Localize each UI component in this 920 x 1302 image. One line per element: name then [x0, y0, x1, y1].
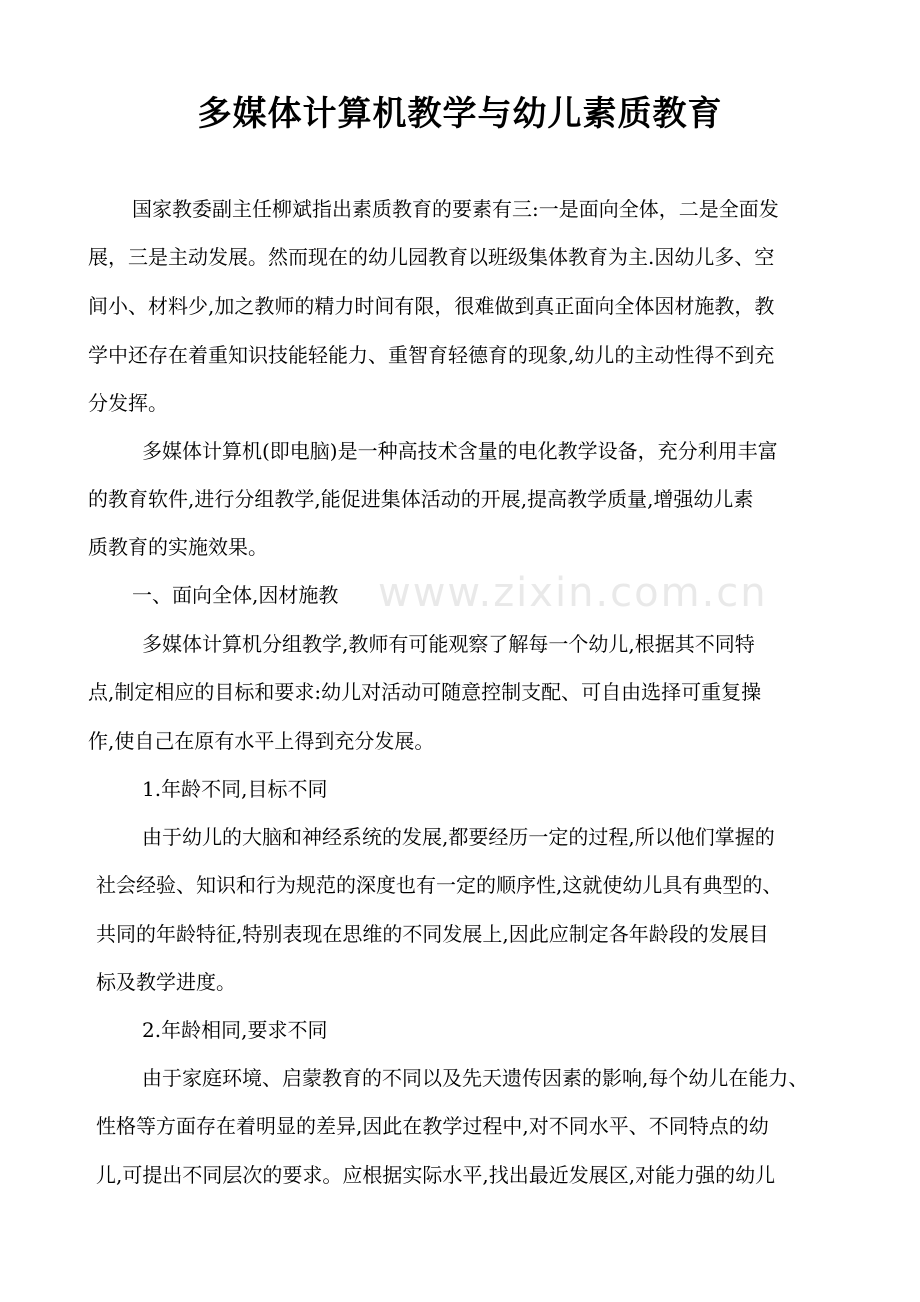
subsection-heading: 2.年龄相同,要求不同 [142, 1018, 328, 1042]
text-line: 作,使自己在原有水平上得到充分发展。 [88, 729, 435, 753]
text-line: 儿,可提出不同层次的要求。应根据实际水平,找出最近发展区,对能力强的幼儿 [96, 1163, 776, 1187]
document-title: 多媒体计算机教学与幼儿素质教育 [197, 94, 723, 134]
text-line: 多媒体计算机(即电脑)是一种高技术含量的电化教学设备，充分利用丰富 [142, 439, 778, 463]
text-line: 性格等方面存在着明显的差异,因此在教学过程中,对不同水平、不同特点的幼 [96, 1114, 769, 1138]
text-line: 由于幼儿的大脑和神经系统的发展,都要经历一定的过程,所以他们掌握的 [142, 825, 775, 849]
watermark: www.zixin.com.cn [378, 570, 768, 616]
text-line: 的教育软件,进行分组教学,能促进集体活动的开展,提高教学质量,增强幼儿素 [88, 487, 754, 511]
text-line: 社会经验、知识和行为规范的深度也有一定的顺序性,这就使幼儿具有典型的、 [96, 873, 783, 897]
text-line: 共同的年龄特征,特别表现在思维的不同发展上,因此应制定各年龄段的发展目 [96, 922, 769, 946]
text-line: 质教育的实施效果。 [88, 535, 268, 559]
text-line: 由于家庭环境、启蒙教育的不同以及先天遗传因素的影响,每个幼儿在能力、 [142, 1066, 809, 1090]
subsection-heading: 1.年龄不同,目标不同 [142, 777, 328, 801]
text-line: 点,制定相应的目标和要求:幼儿对活动可随意控制支配、可自由选择可重复操 [88, 680, 762, 704]
text-line: 展，三是主动发展。然而现在的幼儿园教育以班级集体教育为主.因幼儿多、空 [88, 245, 775, 269]
text-line: 学中还存在着重知识技能轻能力、重智育轻德育的现象,幼儿的主动性得不到充 [88, 343, 775, 367]
section-heading: 一、面向全体,因材施教 [132, 583, 339, 607]
text-line: 多媒体计算机分组教学,教师有可能观察了解每一个幼儿,根据其不同特 [142, 632, 755, 656]
text-line: 标及教学进度。 [96, 970, 236, 994]
text-line: 分发挥。 [88, 391, 168, 415]
text-line: 间小、材料少,加之教师的精力时间有限，很难做到真正面向全体因材施教，教 [88, 294, 775, 318]
text-line: 国家教委副主任柳斌指出素质教育的要素有三:一是面向全体，二是全面发 [132, 197, 779, 221]
